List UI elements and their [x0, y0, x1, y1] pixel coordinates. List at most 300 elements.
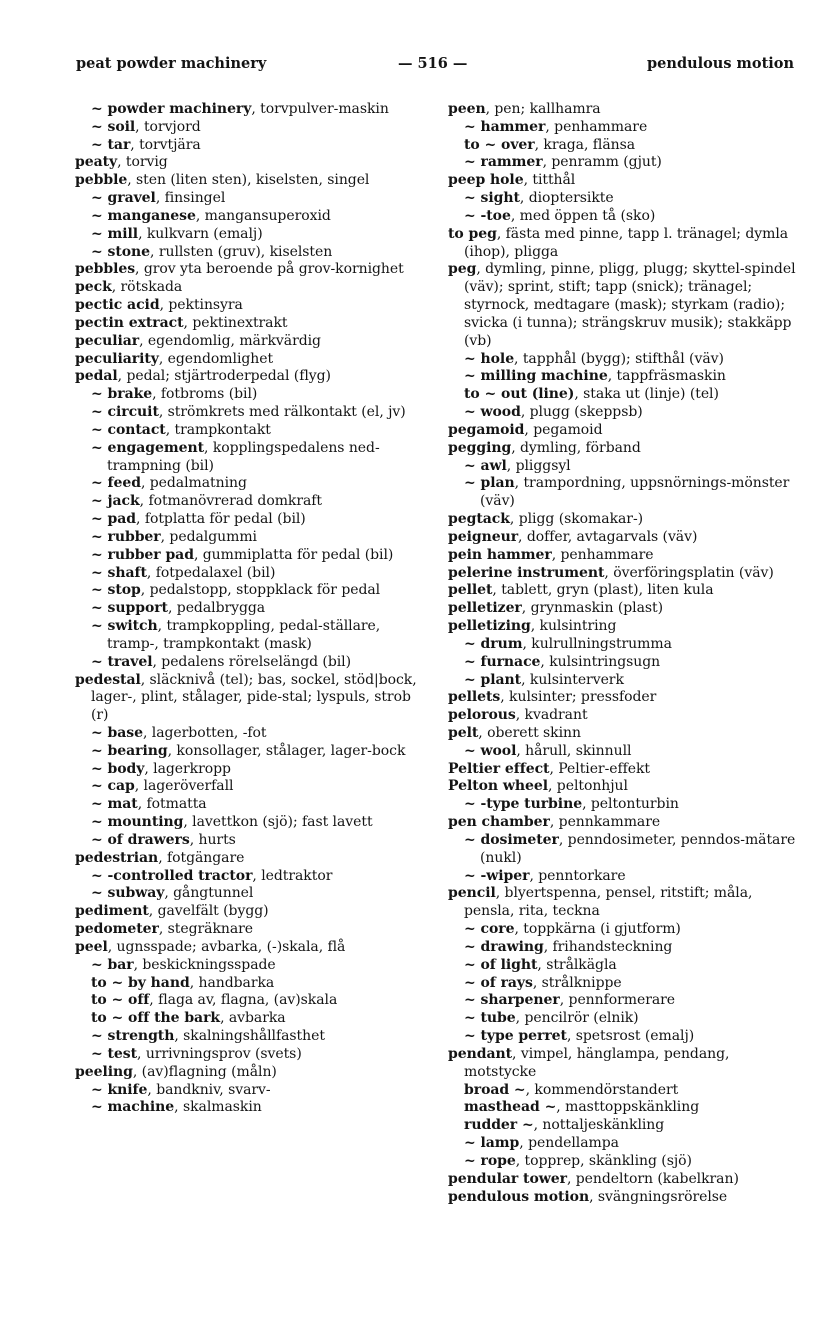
sub-entry	[448, 1153, 798, 1171]
sub-entry	[75, 190, 421, 208]
headword: ~ support	[91, 600, 168, 617]
headword: peculiarity	[75, 350, 159, 367]
sub-entry	[75, 529, 421, 547]
definition: , gångtunnel	[164, 885, 254, 902]
dictionary-entry	[448, 1046, 798, 1082]
headword: ~ hole	[464, 350, 515, 367]
definition: , mangansuperoxid	[195, 207, 331, 224]
definition: , penramm (gjut)	[542, 154, 662, 171]
dictionary-entry	[448, 1171, 798, 1189]
definition: , kvadrant	[515, 707, 588, 724]
sub-entry	[75, 404, 421, 422]
headword: ~ gravel	[91, 190, 156, 207]
headword: pedestal	[75, 671, 141, 688]
headword: pectic acid	[75, 297, 160, 314]
definition: , pedalbrygga	[167, 600, 266, 617]
definition: , (av)flagning (måln)	[132, 1063, 277, 1080]
headword: pelorous	[448, 707, 516, 724]
definition: , penhammare	[551, 546, 654, 563]
headword: ~ drum	[464, 635, 523, 652]
dictionary-entry	[448, 261, 798, 350]
dictionary-entry	[75, 672, 421, 725]
sub-entry	[448, 1135, 798, 1153]
headword: ~ mounting	[91, 814, 184, 831]
sub-entry	[448, 921, 798, 939]
definition: , pencilrör (elnik)	[515, 1010, 639, 1027]
sub-entry	[75, 975, 421, 993]
dictionary-entry	[75, 261, 421, 279]
headword: ~ contact	[91, 421, 166, 438]
sub-entry	[448, 743, 798, 761]
definition: , lavettkon (sjö); fast lavett	[183, 814, 373, 831]
definition: , kulrullningstrumma	[522, 635, 672, 652]
definition: , pligg (skomakar-)	[509, 511, 644, 528]
headword: ~ subway	[91, 885, 165, 902]
definition: , pektinsyra	[159, 297, 243, 314]
definition: , ugnsspade; avbarka, (-)skala, flå	[107, 938, 346, 955]
definition: , toppkärna (i gjutform)	[514, 921, 681, 938]
headword: masthead ~	[464, 1099, 557, 1116]
definition: , gummiplatta för pedal (bil)	[193, 546, 394, 563]
headword: ~ -type turbine	[464, 796, 583, 813]
definition: , skalmaskin	[174, 1099, 262, 1116]
sub-entry	[448, 190, 798, 208]
definition: , pedal; stjärtroderpedal (flyg)	[117, 368, 331, 385]
headword: pellets	[448, 689, 501, 706]
headword: pein hammer	[448, 546, 552, 563]
headword: ~ wood	[464, 404, 521, 421]
definition: , fotbroms (bil)	[152, 386, 258, 403]
definition: , kulkvarn (emalj)	[138, 225, 263, 242]
sub-entry	[448, 796, 798, 814]
sub-entry	[75, 440, 421, 476]
headword: ~ machine	[91, 1099, 175, 1116]
sub-entry	[448, 636, 798, 654]
headword: ~ tube	[464, 1010, 516, 1027]
sub-entry	[75, 600, 421, 618]
definition: , vimpel, hänglampa, pendang, motstycke	[464, 1045, 730, 1080]
headword: ~ of drawers	[91, 831, 190, 848]
definition: , titthål	[523, 172, 576, 189]
definition: , strålkägla	[537, 956, 617, 973]
dictionary-entry	[448, 440, 798, 458]
definition: , torvjord	[135, 118, 201, 135]
definition: , kulsinter; pressfoder	[500, 689, 657, 706]
headword: ~ awl	[464, 457, 507, 474]
headword: to peg	[448, 225, 497, 242]
sub-entry	[75, 1010, 421, 1028]
dictionary-entry	[75, 1064, 421, 1082]
definition: , torvtjära	[130, 136, 201, 153]
definition: , fotmanövrerad domkraft	[139, 493, 323, 510]
sub-entry	[448, 458, 798, 476]
page-header	[76, 55, 794, 75]
sub-entry	[448, 351, 798, 369]
definition: , trampordning, uppsnörnings-mönster (väv)	[480, 475, 790, 510]
headword: ~ hammer	[464, 118, 546, 135]
definition: , staka ut (linje) (tel)	[574, 386, 719, 403]
dictionary-entry	[448, 618, 798, 636]
dictionary-entry	[448, 582, 798, 600]
dictionary-entry	[448, 511, 798, 529]
headword: ~ rubber	[91, 528, 161, 545]
sub-entry	[448, 975, 798, 993]
definition: , sten (liten sten), kiselsten, singel	[127, 172, 370, 189]
sub-entry	[75, 796, 421, 814]
headword: ~ furnace	[464, 653, 541, 670]
sub-entry	[75, 1028, 421, 1046]
headword: peigneur	[448, 528, 519, 545]
headword: Peltier effect	[448, 760, 550, 777]
dictionary-entry	[448, 725, 798, 743]
headword: pedometer	[75, 921, 159, 938]
sub-entry	[75, 208, 421, 226]
header-first-entry: peat powder machinery	[76, 55, 267, 72]
sub-entry	[75, 226, 421, 244]
headword: peel	[75, 938, 108, 955]
definition: , frihandsteckning	[543, 938, 673, 955]
definition: , tappfräsmaskin	[607, 368, 726, 385]
dictionary-entry	[75, 351, 421, 369]
definition: , pendellampa	[519, 1135, 619, 1152]
headword: ~ rubber pad	[91, 546, 194, 563]
headword: ~ switch	[91, 618, 158, 635]
dictionary-entry	[448, 761, 798, 779]
headword: ~ rope	[464, 1152, 516, 1169]
dictionary-entry	[75, 368, 421, 386]
dictionary-entry	[448, 707, 798, 725]
sub-entry	[75, 885, 421, 903]
sub-entry	[448, 154, 798, 172]
definition: , pennkammare	[549, 814, 661, 831]
headword: pegging	[448, 439, 512, 456]
definition: , tablett, gryn (plast), liten kula	[492, 582, 714, 599]
definition: , oberett skinn	[478, 724, 581, 741]
headword: ~ sharpener	[464, 992, 560, 1009]
definition: , släcknivå (tel); bas, sockel, stöd|bock, lager-, plint, stålager, pide-stal; lyspuls, strob (r)	[91, 671, 417, 724]
dictionary-entry	[448, 565, 798, 583]
definition: , svängningsrörelse	[589, 1188, 728, 1205]
definition: , pedalstopp, stoppklack för pedal	[140, 582, 381, 599]
sub-entry	[75, 832, 421, 850]
page-number: — 516 —	[398, 55, 468, 72]
definition: , konsollager, stålager, lager-bock	[167, 742, 406, 759]
headword: Pelton wheel	[448, 778, 548, 795]
headword: ~ -toe	[464, 207, 511, 224]
sub-entry	[448, 939, 798, 957]
definition: , fotpedalaxel (bil)	[146, 564, 276, 581]
headword: ~ lamp	[464, 1135, 520, 1152]
sub-entry	[448, 654, 798, 672]
headword: ~ of rays	[464, 974, 533, 991]
definition: , pedalmatning	[140, 475, 247, 492]
definition: , strömkrets med rälkontakt (el, jv)	[158, 404, 406, 421]
dictionary-entry	[448, 1189, 798, 1207]
definition: , kraga, flänsa	[534, 136, 636, 153]
dictionary-entry	[75, 154, 421, 172]
sub-entry	[75, 1082, 421, 1100]
definition: , lagerbotten, -fot	[142, 724, 267, 741]
headword: ~ soil	[91, 118, 136, 135]
headword: peaty	[75, 154, 118, 171]
headword: ~ feed	[91, 475, 141, 492]
dictionary-entry	[75, 297, 421, 315]
sub-entry	[75, 761, 421, 779]
sub-entry	[75, 618, 421, 654]
headword: pedestrian	[75, 849, 159, 866]
sub-entry	[75, 422, 421, 440]
dictionary-entry	[75, 172, 421, 190]
dictionary-entry	[75, 279, 421, 297]
sub-entry	[75, 992, 421, 1010]
headword: peen	[448, 101, 486, 117]
headword: ~ strength	[91, 1028, 175, 1045]
definition: , finsingel	[155, 190, 226, 207]
headword: ~ brake	[91, 386, 153, 403]
sub-entry	[448, 368, 798, 386]
definition: , pegamoid	[524, 421, 603, 438]
dictionary-entry	[448, 778, 798, 796]
sub-entry	[75, 814, 421, 832]
headword: ~ travel	[91, 653, 153, 670]
sub-entry	[448, 992, 798, 1010]
definition: , pennformerare	[559, 992, 676, 1009]
headword: ~ wool	[464, 742, 517, 759]
headword: to ~ out (line)	[464, 386, 575, 403]
dictionary-entry	[448, 885, 798, 921]
definition: , bandkniv, svarv-	[147, 1081, 271, 1098]
definition: , lageröverfall	[134, 778, 234, 795]
headword: ~ of light	[464, 956, 538, 973]
headword: ~ body	[91, 760, 145, 777]
definition: , fotmatta	[137, 796, 207, 813]
definition: , fästa med pinne, tapp l. tränagel; dymla (ihop), pligga	[464, 225, 789, 260]
sub-entry	[448, 137, 798, 155]
headword: ~ shaft	[91, 564, 147, 581]
headword: pediment	[75, 903, 149, 920]
headword: peep hole	[448, 172, 524, 189]
headword: ~ bar	[91, 956, 134, 973]
headword: ~ plant	[464, 671, 522, 688]
definition: , med öppen tå (sko)	[510, 207, 656, 224]
definition: , strålknippe	[532, 974, 622, 991]
headword: pebble	[75, 172, 128, 189]
sub-entry	[75, 511, 421, 529]
headword: ~ cap	[91, 778, 135, 795]
definition: , penndosimeter, penndos-mätare (nukl)	[480, 831, 796, 866]
sub-entry	[75, 778, 421, 796]
definition: , torvpulver-maskin	[251, 101, 389, 117]
headword: ~ circuit	[91, 404, 159, 421]
definition: , torvig	[117, 154, 168, 171]
headword: rudder ~	[464, 1117, 534, 1134]
sub-entry	[448, 1082, 798, 1100]
definition: , Peltier-effekt	[549, 760, 650, 777]
sub-entry	[75, 1046, 421, 1064]
sub-entry	[75, 957, 421, 975]
sub-entry	[448, 1117, 798, 1135]
definition: , grynmaskin (plast)	[521, 600, 664, 617]
sub-entry	[75, 547, 421, 565]
definition: , lagerkropp	[144, 760, 231, 777]
sub-entry	[448, 404, 798, 422]
dictionary-entry	[75, 315, 421, 333]
sub-entry	[75, 493, 421, 511]
definition: , peltonhjul	[548, 778, 628, 795]
headword: peg	[448, 261, 477, 278]
definition: , pen; kallhamra	[485, 101, 601, 117]
headword: pelt	[448, 724, 479, 741]
definition: , dymling, förband	[511, 439, 641, 456]
sub-entry	[75, 725, 421, 743]
definition: , kulsinterverk	[521, 671, 624, 688]
sub-entry	[75, 654, 421, 672]
headword: pendular tower	[448, 1170, 567, 1187]
headword: ~ core	[464, 921, 515, 938]
right-column	[448, 101, 798, 1206]
headword: to ~ off the bark	[91, 1010, 221, 1027]
sub-entry	[75, 119, 421, 137]
sub-entry	[448, 1099, 798, 1117]
headword: pectin extract	[75, 314, 184, 331]
definition: , penntorkare	[529, 867, 626, 884]
headword: ~ drawing	[464, 938, 544, 955]
sub-entry	[448, 1028, 798, 1046]
definition: , urrivningsprov (svets)	[137, 1045, 302, 1062]
headword: ~ mill	[91, 225, 139, 242]
definition: , plugg (skeppsb)	[520, 404, 643, 421]
definition: , fotgängare	[158, 849, 245, 866]
definition: , hurts	[189, 831, 236, 848]
sub-entry	[448, 672, 798, 690]
definition: , pedalgummi	[160, 528, 257, 545]
headword: pendulous motion	[448, 1188, 590, 1205]
sub-entry	[75, 868, 421, 886]
headword: pegamoid	[448, 421, 525, 438]
headword: ~ manganese	[91, 207, 196, 224]
headword: pebbles	[75, 261, 136, 278]
headword: ~ bearing	[91, 742, 168, 759]
headword: ~ milling machine	[464, 368, 608, 385]
definition: , egendomlighet	[158, 350, 274, 367]
headword: ~ knife	[91, 1081, 148, 1098]
headword: ~ base	[91, 724, 143, 741]
header-last-entry: pendulous motion	[647, 55, 794, 72]
definition: , fotplatta för pedal (bil)	[136, 511, 306, 528]
left-column	[75, 101, 421, 1117]
sub-entry	[75, 475, 421, 493]
definition: , spetsrost (emalj)	[566, 1028, 695, 1045]
headword: ~ stone	[91, 243, 151, 260]
headword: ~ -wiper	[464, 867, 530, 884]
dictionary-entry	[75, 939, 421, 957]
headword: ~ mat	[91, 796, 138, 813]
definition: , kulsintring	[530, 618, 617, 635]
headword: pelletizer	[448, 600, 522, 617]
definition: , egendomlig, märkvärdig	[139, 332, 321, 349]
sub-entry	[448, 1010, 798, 1028]
headword: ~ powder machinery	[91, 101, 252, 117]
dictionary-entry	[448, 172, 798, 190]
definition: , överföringsplatin (väv)	[604, 564, 774, 581]
definition: , avbarka	[220, 1010, 286, 1027]
headword: pellet	[448, 582, 493, 599]
headword: peculiar	[75, 332, 140, 349]
headword: to ~ off	[91, 992, 150, 1009]
definition: , masttoppskänkling	[556, 1099, 700, 1116]
headword: pen chamber	[448, 814, 550, 831]
dictionary-entry	[448, 547, 798, 565]
headword: pegtack	[448, 511, 510, 528]
sub-entry	[448, 208, 798, 226]
headword: pelletizing	[448, 618, 531, 635]
sub-entry	[75, 386, 421, 404]
headword: to ~ over	[464, 136, 535, 153]
headword: ~ dosimeter	[464, 831, 559, 848]
headword: ~ stop	[91, 582, 141, 599]
definition: , pektinextrakt	[183, 314, 288, 331]
definition: , dioptersikte	[519, 190, 614, 207]
sub-entry	[448, 386, 798, 404]
definition: , stegräknare	[158, 921, 254, 938]
definition: , rötskada	[111, 279, 183, 296]
definition: , gavelfält (bygg)	[148, 903, 269, 920]
definition: , tapphål (bygg); stifthål (väv)	[514, 350, 724, 367]
sub-entry	[448, 832, 798, 868]
headword: to ~ by hand	[91, 974, 190, 991]
dictionary-entry	[75, 921, 421, 939]
dictionary-entry	[448, 101, 798, 119]
definition: , doffer, avtagarvals (väv)	[518, 528, 698, 545]
dictionary-entry	[448, 422, 798, 440]
definition: , beskickningsspade	[133, 956, 276, 973]
headword: broad ~	[464, 1081, 526, 1098]
headword: ~ -controlled tractor	[91, 867, 253, 884]
definition: , trampkoppling, pedal-ställare, tramp-, trampkontakt (mask)	[107, 618, 381, 652]
definition: , handbarka	[189, 974, 275, 991]
sub-entry	[448, 475, 798, 511]
definition: , nottaljeskänkling	[533, 1117, 665, 1134]
headword: pelerine instrument	[448, 564, 605, 581]
definition: , pedalens rörelselängd (bil)	[152, 653, 352, 670]
headword: ~ jack	[91, 493, 140, 510]
headword: pedal	[75, 368, 118, 385]
definition: , penhammare	[545, 118, 648, 135]
dictionary-entry	[448, 600, 798, 618]
definition: , peltonturbin	[582, 796, 679, 813]
definition: , pliggsyl	[506, 457, 571, 474]
definition: , pendeltorn (kabelkran)	[566, 1170, 739, 1187]
dictionary-entry	[448, 226, 798, 262]
definition: , ledtraktor	[252, 867, 333, 884]
sub-entry	[448, 868, 798, 886]
headword: ~ rammer	[464, 154, 543, 171]
headword: ~ test	[91, 1045, 138, 1062]
dictionary-entry	[448, 529, 798, 547]
sub-entry	[75, 743, 421, 761]
definition: , kommendörstandert	[525, 1081, 679, 1098]
sub-entry	[75, 1099, 421, 1117]
definition: , kulsintringsugn	[540, 653, 661, 670]
headword: ~ type perret	[464, 1028, 567, 1045]
headword: pencil	[448, 885, 496, 902]
sub-entry	[75, 101, 421, 119]
headword: peeling	[75, 1063, 133, 1080]
headword: pendant	[448, 1045, 513, 1062]
sub-entry	[75, 244, 421, 262]
dictionary-entry	[75, 850, 421, 868]
headword: ~ pad	[91, 511, 137, 528]
